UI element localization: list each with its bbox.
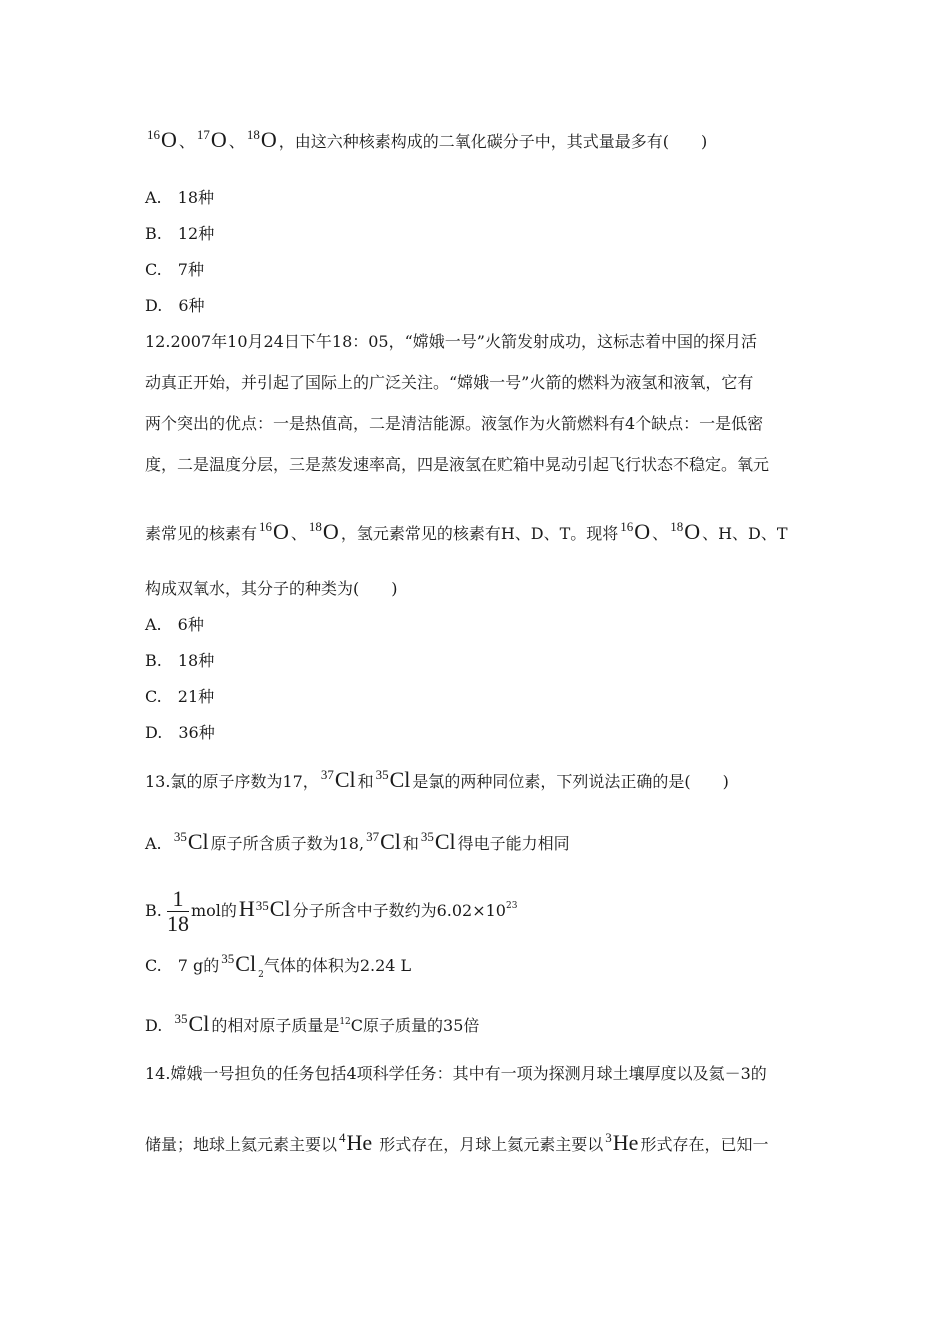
isotope-cl35: $^{35}$Cl [420, 829, 456, 854]
q14-line-2: 储量；地球上氦元素主要以 $^4$He 形式存在，月球上氦元素主要以 $^3$He 形式存在，已知一 [145, 1131, 768, 1158]
isotope-o16: $^{16}$O [620, 519, 651, 544]
q14-line-1: 14.嫦娥一号担负的任务包括4项科学任务：其中有一项为探测月球土壤厚度以及氦－3的 [145, 1064, 767, 1083]
q11-option-d: D. 6种 [145, 296, 205, 315]
isotope-cl35: $^{35}$Cl [174, 1011, 210, 1036]
isotope-he3: $^3$He [605, 1130, 639, 1155]
q13-option-c: C. 7 g的 $^{35}$Cl $_2$气体的体积为2.24 L [145, 951, 412, 980]
q11-stem: $^{16}$O 、 $^{17}$O 、 $^{18}$O ，由这六种核素构成的二氧化碳分子中，其式量最多有( ) [145, 128, 707, 155]
isotope-cl35: $^{35}$Cl [375, 767, 411, 792]
q13-stem: 13.氯的原子序数为17， $^{37}$Cl 和 $^{35}$Cl 是氯的两种同位素，下列说法正确的是( ) [145, 768, 729, 795]
isotope-cl37: $^{37}$Cl [320, 767, 356, 792]
q11-option-b: B. 12种 [145, 224, 215, 243]
isotope-o16: $^{16}$O [147, 127, 177, 152]
q12-line-6: 构成双氧水，其分子的种类为( ) [145, 579, 398, 598]
isotope-he4: $^4$He [339, 1130, 373, 1155]
fraction-one-eighteenth: $\frac{1}{18}$ [166, 886, 189, 936]
isotope-o18: $^{18}$O [670, 519, 701, 544]
isotope-o18: $^{18}$O [246, 127, 277, 152]
isotope-o18: $^{18}$O [308, 519, 339, 544]
isotope-cl35: $^{35}$Cl [173, 829, 209, 854]
q12-line-3: 两个突出的优点：一是热值高，二是清洁能源。液氢作为火箭燃料有4个缺点：一是低密 [145, 414, 764, 433]
q11-option-c: C. 7种 [145, 260, 204, 279]
q12-line-5: 素常见的核素有 $^{16}$O 、 $^{18}$O ，氢元素常见的核素有H、D、T。现将 $^{16}$O 、 $^{18}$O 、H、D、T [145, 520, 788, 547]
molecule-cl35-2: $^{35}$Cl [221, 951, 257, 976]
isotope-cl37: $^{37}$Cl [366, 829, 401, 854]
q13-option-a: A. $^{35}$Cl 原子所含质子数为18, $^{37}$Cl 和 $^{35}$Cl 得电子能力相同 [145, 830, 570, 857]
q12-option-b: B. 18种 [145, 651, 215, 670]
q12-line-2: 动真正开始，并引起了国际上的广泛关注。“嫦娥一号”火箭的燃料为液氢和液氧，它有 [145, 373, 754, 392]
q13-option-b: B. $\frac{1}{18}$ mol的$H^{35}Cl$ 分子所含中子数约为$6.02\times 10^{23}$ [145, 886, 518, 936]
q11-option-a: A. 18种 [145, 188, 215, 207]
q12-option-c: C. 21种 [145, 687, 215, 706]
q13-option-d: D. $^{35}$Cl 的相对原子质量是$^{12}$C原子质量的35倍 [145, 1012, 479, 1039]
molecule-hcl35: $H^{35}Cl$ [238, 896, 291, 921]
q12-option-d: D. 36种 [145, 723, 215, 742]
q12-line-1: 12.2007年10月24日下午18：05，“嫦娥一号”火箭发射成功，这标志着中国的探月活 [145, 332, 757, 351]
q12-line-4: 度，二是温度分层，三是蒸发速率高，四是液氢在贮箱中晃动引起飞行状态不稳定。氧元 [145, 455, 770, 474]
q11-stem-text: ，由这六种核素构成的二氧化碳分子中，其式量最多有( ) [278, 132, 708, 151]
isotope-o17: $^{17}$O [196, 127, 227, 152]
isotope-o16: $^{16}$O [259, 519, 289, 544]
q12-option-a: A. 6种 [145, 615, 204, 634]
